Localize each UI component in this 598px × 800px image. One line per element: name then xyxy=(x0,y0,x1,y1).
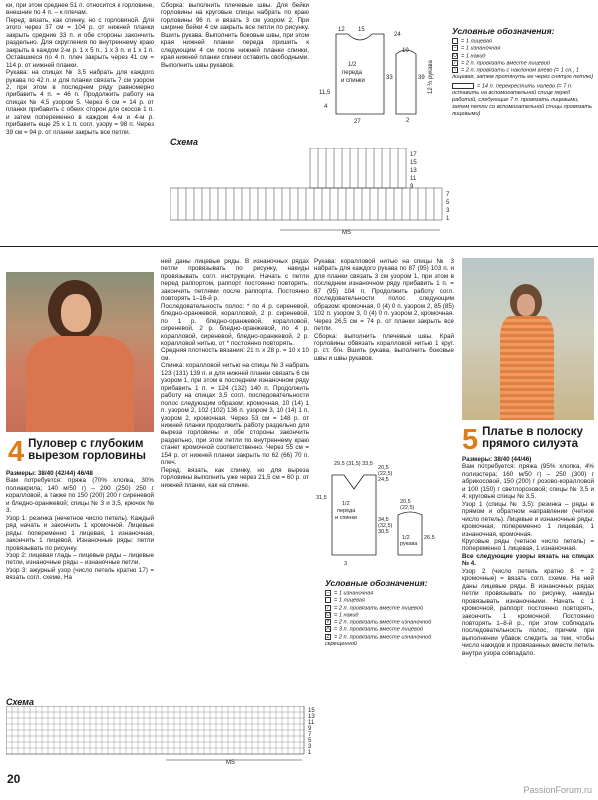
item-5-title-1: Платье в полоску xyxy=(482,426,583,438)
svg-text:переда: переда xyxy=(342,70,362,76)
legend-bottom-title: Условные обозначения: xyxy=(325,578,428,588)
m4-p2: Средняя плотность вязания: 21 п. х 28 р. = 10 х 10 см. xyxy=(161,347,309,362)
svg-text:24,5: 24,5 xyxy=(378,477,389,483)
row-5: 5 xyxy=(446,200,450,206)
brow-7: 7 xyxy=(308,732,312,738)
lt-5: = 14 п. перекрестить налево (= 7 п. оставить на вспомогательной спице перед работой, следующие 7 п. провязать лицевыми, затем петли со вспомогательной спицы провязать лицевыми) xyxy=(452,83,592,117)
lt-0: = 1 лицевая xyxy=(461,38,492,45)
svg-text:30,5: 30,5 xyxy=(378,529,389,535)
photo-model-4 xyxy=(6,272,154,432)
b-purl-icon: – xyxy=(326,590,330,596)
top-left-text xyxy=(6,2,154,136)
lt-2: = 1 накид xyxy=(461,53,486,60)
r5-p5: Узор 2 (число петель кратно 8 + 2 кромочные) = вязать согл. схеме. На ней даны лицевые ряды. В изнаночных рядах петли провязывать по рисунку, накиды провязывать изнаночными. Начать с 1 кромочной, раппорт постоянно повторять, закончить 1 кромочной. Постоянно повторять 1–8-й р., при этом соблюдать последовательность полос, причем при выполнении убавок следить за тем, чтобы число накидов и провязанных вместе петель внутри узора совпадало. xyxy=(462,567,594,657)
b-knit-icon xyxy=(325,597,331,603)
l4-p2: Узор 1: резинка (нечетное число петель). Каждый ряд начать и закончить 1 кромочной. Лицевые ряды: попеременно 1 лицевая, 1 изнаночная, закончить 1 лицевой. Изнаночные ряды: петли провязывать по рисунку. xyxy=(6,514,154,552)
svg-text:(32,5): (32,5) xyxy=(378,523,393,529)
svg-text:31,5: 31,5 xyxy=(316,495,327,501)
svg-text:26,5: 26,5 xyxy=(424,535,435,541)
watermark: PassionForum.ru xyxy=(523,785,592,795)
brow-5: 5 xyxy=(308,738,312,744)
m4-p4: Перед: вязать, как спинку, но для выреза горловины выполнить уже через 21,5 см = 60 р. от нижней планки, как на спинке. xyxy=(161,466,309,489)
tl-p0: ки, при этом среднее 51 п. относится к горловине, внешние по 4 п. – к плечам. xyxy=(6,2,154,17)
l4-p4: Узор 3: ажурный узор (число петель кратно 17) = вязать согл. схеме. На xyxy=(6,566,154,582)
svg-text:20,5: 20,5 xyxy=(378,465,389,471)
lb-0: = 1 изнаночная xyxy=(334,590,374,597)
r5-p1: Вам потребуется: пряжа (95% хлопка, 4% полиэстера; 160 м/50 г) – 250 (300) г абрикосовой, 150 (200) г розово-коралловой и 100 (150) г светлорозовой; спицы № 3,5 и 4; круговые спицы № 3,5. xyxy=(462,463,594,501)
tl-p1: Перед: вязать, как спинку, но с горловиной. Для этого через 37 см = 104 р. от нижней планки закрыть средние 33 п. и обе стороны закончить раздельно. Для скругления по внутреннему краю закрыть в каждом 2-м р. 1 х 5 п., 1 х 3 п. и 1 х 1 п. Оставшиеся по 4 п. плеч закрыть через 41 см = 114 р. от нижней планки. xyxy=(6,16,154,69)
row-9: 9 xyxy=(410,184,414,190)
lb-3: = 1 накид xyxy=(334,612,359,619)
r4-p1: Сборка: выполнить плечевые швы. Край горловины обвязать коралловой нитью 1 круг. р. ст. б/н. Вшить рукава, выполнить боковые швы и швы рукавов. xyxy=(314,332,454,362)
svg-text:39: 39 xyxy=(418,75,425,81)
top-schematic xyxy=(314,24,452,129)
lt-4: = 2 п. провязать с наклоном влево (= 1 сн., 1 лицевая, затем протянуть ее через снятую петлю) xyxy=(452,67,594,81)
row-13: 13 xyxy=(410,168,417,174)
tl-p2: Рукава: на спицах № 3,5 набрать для каждого рукава по 42 п. и для планки связать 7 см узором 2, при этом в последнем ряду равномерно прибавить 4 п. = 46 п. Продолжить работу на спицах № 4,5 узором 5. Через 6 см = 14 р. от планки прибавить с обеих сторон для скосов 1 п. и затем попеременно в каждом 4-м и 4-м р. прибавить еще 25 х 1 п. согл. узору = 98 п. Через 39 см = 94 р. от планки закрыть все петли. xyxy=(6,69,154,136)
b-p2tog-tbl-icon: Z xyxy=(326,633,330,640)
item-4-left-text xyxy=(6,470,154,582)
item-4-right-text xyxy=(314,258,454,362)
row-17: 17 xyxy=(410,152,417,158)
row-11: 11 xyxy=(410,176,417,182)
r5-p4: Все следующие узоры вязать на спицах № 4. xyxy=(462,552,594,568)
yarn-over-icon: U xyxy=(453,52,457,59)
svg-text:переда: переда xyxy=(337,508,356,514)
item-4-title-2: вырезом горловины xyxy=(28,450,146,462)
lb-5: = 3 п. провязать вместе лицевой xyxy=(334,626,423,633)
b-yo-icon: U xyxy=(326,611,330,618)
brow-15: 15 xyxy=(308,708,315,714)
page-number: 20 xyxy=(7,772,21,786)
lb-6: = 2 п. провязать вместе изнаночной скрещенной xyxy=(325,634,432,647)
svg-text:12: 12 xyxy=(338,27,345,33)
b-p2tog-icon: ≠ xyxy=(326,619,330,626)
photo-model-5 xyxy=(462,258,594,420)
r5-p2: Узор 1 (спицы № 3,5): резинка – ряды в прямом и обратном направлении (четное число петель). Лицевые и изнаночные ряды: кромочная, попеременно 1 лицевая, 1 изнаночная, кромочная. xyxy=(462,500,594,538)
lb-2: = 2 п. провязать вместе лицевой xyxy=(334,605,423,612)
ms-label: MS xyxy=(342,230,351,236)
scheme-bottom-label: Схема xyxy=(6,697,34,707)
brow-11: 11 xyxy=(308,720,315,726)
l4-p3: Узор 2: лицевая гладь – лицевые ряды – лицевые петли, изнаночные ряды – изнаночные петли. xyxy=(6,551,154,567)
row-7: 7 xyxy=(446,192,450,198)
brow-13: 13 xyxy=(308,714,315,720)
item-4-header xyxy=(8,438,158,467)
scheme-top-chart xyxy=(170,148,450,238)
svg-text:29,5 (31,5) 33,5: 29,5 (31,5) 33,5 xyxy=(334,461,373,467)
item-4-number: 4 xyxy=(8,436,25,468)
bottom-schematic xyxy=(314,455,454,570)
svg-text:и спинки: и спинки xyxy=(341,78,365,84)
svg-text:1/2: 1/2 xyxy=(342,501,350,507)
brow-9: 9 xyxy=(308,726,312,732)
l4-p1: Вам потребуется: пряжа (70% хлопка, 30% полиакрила; 140 м/50 г) – 200 (250) 250 г коралловой, а также по 150 (200) 200 г сиреневой и бледно-оранжевой; спицы № 3 и 3,5, крючок № 3. xyxy=(6,477,154,515)
b-k3tog-icon: Λ xyxy=(326,626,330,633)
item-5-title-2: прямого силуэта xyxy=(482,438,578,450)
top-mid-text xyxy=(161,2,309,69)
svg-text:12 ½ рукава: 12 ½ рукава xyxy=(428,60,434,94)
svg-text:33: 33 xyxy=(386,75,393,81)
item-5-text xyxy=(462,456,594,657)
scheme-top-label: Схема xyxy=(170,137,198,147)
lb-1: = 1 лицевая xyxy=(334,597,365,604)
item-4-mid-text xyxy=(161,258,309,489)
item-5-number: 5 xyxy=(462,424,479,456)
purl-icon: – xyxy=(453,45,457,52)
knit-icon xyxy=(452,38,458,44)
item-5-header xyxy=(462,426,596,455)
ssk-icon: \ xyxy=(452,67,458,73)
svg-text:4: 4 xyxy=(324,104,328,110)
brow-1: 1 xyxy=(308,750,312,756)
svg-text:20,5: 20,5 xyxy=(400,499,411,505)
svg-text:1/2: 1/2 xyxy=(402,535,410,541)
svg-text:2: 2 xyxy=(406,118,410,124)
k2tog-icon: / xyxy=(452,60,458,66)
svg-text:рукава: рукава xyxy=(400,541,418,547)
svg-text:27: 27 xyxy=(354,119,361,125)
r5-p0: Размеры: 38/40 (44/46) xyxy=(462,456,532,463)
svg-text:1/2: 1/2 xyxy=(348,62,357,68)
brow-3: 3 xyxy=(308,744,312,750)
m4-p3: Спинка: коралловой нитью на спицы № 3 набрать 123 (131) 139 п. и для нижней планки связать 6 см узором 1, при этом в последнем изнаночном ряду прибавить 1 п. = 124 (132) 140 п. Продолжить работу на спицах 3,5 согл. последовательности полос следующим образом: кромочная, 10 (14) 1 п. узором 2, 102 (102) 136 п. узором 3, 10 (14) 1 п. узором 2, кромочная. Через 53 см = 148 р. от нижней планки продолжить работу раздельно для выреза горловины и обе стороны закончить раздельно, при этом петли по внутреннему краю станет кромочной соответственно. Через 55 см = 154 р. от нижней планки закрыть по 62 (66) 70 п. плеч. xyxy=(161,362,309,467)
svg-text:10: 10 xyxy=(402,48,409,54)
svg-text:(22,5): (22,5) xyxy=(400,505,415,511)
scheme-bottom-chart xyxy=(6,706,326,768)
ms-label-bottom: MS xyxy=(226,760,235,766)
svg-text:24: 24 xyxy=(394,32,401,38)
r5-p3: Круговые ряды (четное число петель) = попеременно 1 лицевая, 1 изнаночная. xyxy=(462,537,594,553)
m4-p1: Последовательность полос: * по 4 р. сиреневой, бледно-оранжевой, коралловой, 2 р. сиреневой, по 1 р. бледно-оранжевой, коралловой, сиреневой, 2 р. бледно-оранжевой, по 4 р. коралловой, сиреневой, бледно-оранжевой, 2 р. коралловой нитью, от * постоянно повторять. xyxy=(161,302,309,347)
m4-p0: ней даны лицевые ряды. В изнаночных рядах петли провязывать по рисунку, накиды провязывать согл. инструкции. Начать с петли перед раппортом, раппорт постоянно повторять, закончить петлями после раппорта. Постоянно повторять 1–16-й р. xyxy=(161,258,309,303)
svg-text:11,5: 11,5 xyxy=(319,90,331,96)
svg-text:и спинки: и спинки xyxy=(335,515,357,521)
svg-text:(22,5): (22,5) xyxy=(378,471,393,477)
lb-4: = 2 п. провязать вместе изнаночной xyxy=(334,619,432,626)
b-k2tog-icon: / xyxy=(325,605,331,611)
svg-text:34,5: 34,5 xyxy=(378,517,389,523)
row-15: 15 xyxy=(410,160,417,166)
legend-top-title: Условные обозначения: xyxy=(452,26,555,36)
l4-p0: Размеры: 38/40 (42/44) 46/48 xyxy=(6,470,93,477)
r4-p0: Рукава: коралловой нитью на спицы № 3 набрать для каждого рукава по 87 (95) 103 п. и для планки связать 3 см узором 1, при этом в последнем изнаночном ряду прибавить 1 п. = 87 (95) 104 п. Продолжить работу согл. последовательности полос следующим образом: кромочная, 0 (4) 0 п. узором 2, 85 (85) 102 п. узором 3, 0 (4) 0 п. узором 2, кромочная. Через 26,5 см = 74 р. от планки закрыть все петли. xyxy=(314,258,454,333)
cable-icon xyxy=(452,83,474,89)
row-1: 1 xyxy=(446,216,450,222)
lt-3: = 2 п. провязать вместе лицевой xyxy=(461,60,550,67)
svg-text:3: 3 xyxy=(344,561,348,567)
legend-bottom xyxy=(325,578,460,648)
tm-p0: Сборка: выполнить плечевые швы. Для бейки горловины на круговые спицы набрать по краю горловины 96 п. и вязать 3 см узором 2. При ширине бейки 4 см закрыть все петли по рисунку. Вшить рукава. Выполнить боковые швы, при этом края нижней планки переда пришить к следующим 4 см после нижней планки спинки, края нижней планки спинки оставить свободными. Выполнить швы рукавов. xyxy=(161,2,309,69)
row-3: 3 xyxy=(446,208,450,214)
lt-1: = 1 изнаночная xyxy=(461,45,501,52)
item-4-title-1: Пуловер с глубоким xyxy=(28,438,144,450)
svg-text:15: 15 xyxy=(358,27,365,33)
legend-top xyxy=(452,26,594,118)
